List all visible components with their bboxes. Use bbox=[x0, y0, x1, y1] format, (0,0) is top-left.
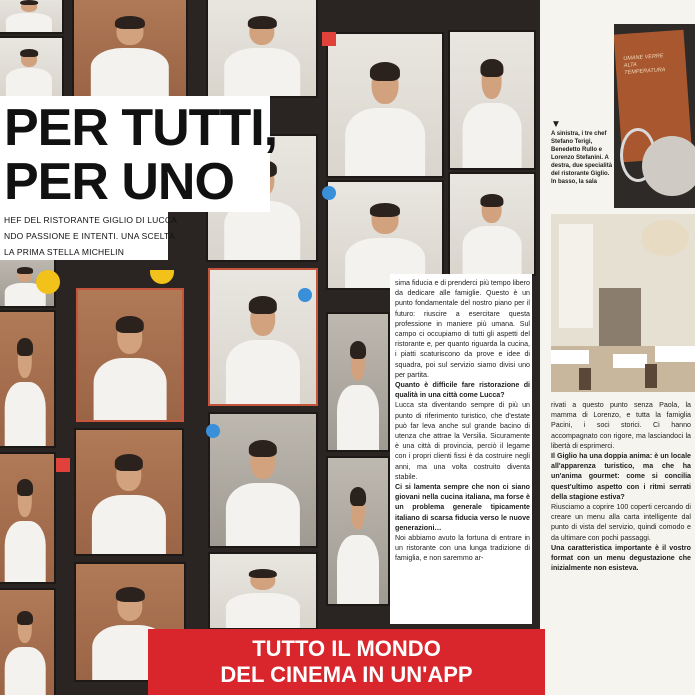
chef-photo bbox=[326, 312, 390, 452]
chef-photo bbox=[0, 588, 56, 695]
paragraph: sima fiducia e di prenderci più tempo libero da dedicare alle famiglie. Questo è un punto fondamentale del nostro piano per il futuro: riuscire a esercitare questa professione in maniere più umana. Sul campo ci occupiamo di tutti gli aspetti del ristorante e, per quanto riguarda la cucina, i piatti scaturiscono da prove e idee di squadra, poi sul servizio siamo divisi uno per partita. bbox=[395, 279, 530, 379]
dish-photo bbox=[614, 24, 695, 208]
question bbox=[551, 543, 691, 574]
question bbox=[395, 482, 530, 533]
chef-photo bbox=[72, 0, 188, 98]
caption-text: A sinistra, i tre chef Stefano Terigi, Benedetto Rullo e Lorenzo Stefanini. A destra, due specialità del ristorante Giglio. In basso, la sala bbox=[551, 131, 613, 185]
chef-photo bbox=[326, 32, 444, 178]
ad-line-1: TUTTO IL MONDO bbox=[252, 636, 441, 661]
chef-photo bbox=[208, 552, 318, 630]
chef-photo bbox=[326, 456, 390, 606]
photo-caption bbox=[551, 120, 615, 186]
plate bbox=[642, 136, 695, 196]
chef-photo bbox=[208, 412, 318, 548]
paragraph: Lucca sta diventando sempre di più un punto di riferimento turistico, che d'estate può far leva anche sul grande bacino di utenza che attrae la Versilia. Sicuramente è una città di provincia, perciò il legame con i propri clienti fissi è da costruire negli anni, ma una volta costruito diventa stabile. bbox=[395, 401, 530, 481]
chef-photo bbox=[0, 36, 64, 98]
chair bbox=[645, 364, 657, 388]
doorway bbox=[599, 288, 641, 346]
window bbox=[559, 224, 593, 328]
blue-sticker bbox=[298, 288, 312, 302]
yellow-sticker bbox=[36, 270, 60, 294]
chef-photo bbox=[76, 288, 184, 422]
table bbox=[613, 354, 647, 368]
blue-sticker bbox=[206, 424, 220, 438]
yellow-sticker bbox=[150, 270, 174, 284]
question-text: Quanto è difficile fare ristorazione di qualità in una città come Lucca? bbox=[395, 381, 530, 400]
paragraph: Noi abbiamo avuto la fortuna di entrare in un ristorante con una lunga tradizione di famiglia, e non saremmo ar- bbox=[395, 534, 530, 563]
chef-photo bbox=[448, 30, 536, 170]
table bbox=[655, 346, 695, 362]
question bbox=[395, 380, 530, 400]
question-text: Una caratteristica importante è il vostro format con un menu degustazione che inizialmente non esisteva. bbox=[551, 543, 691, 573]
chef-photo bbox=[74, 428, 184, 556]
question-text: Il Giglio ha una doppia anima: è un locale all'apparenza turistico, ma che ha un'anima gourmet: come si concilia quest'ultimo aspetto con i ritmi serrati della stagione estiva? bbox=[551, 452, 691, 501]
dish-label: UMANE VERRE ALTA TEMPERATURA bbox=[623, 53, 666, 76]
ad-line-2: DEL CINEMA IN UN'APP bbox=[220, 662, 473, 687]
paragraph: rivati a questo punto senza Paola, la mamma di Lorenzo, e tutta la famiglia Pacini, i soci storici. Ci hanno accompagnato con rigore, ma lasciandoci la libertà di esprimerci. bbox=[551, 401, 691, 450]
subheadline-block bbox=[0, 212, 178, 260]
subheadline-line-3: LA PRIMA STELLA MICHELIN bbox=[4, 247, 125, 257]
headline-line-2: PER UNO bbox=[4, 153, 234, 211]
caption-arrow-icon: ▼ bbox=[551, 119, 561, 130]
subheadline-line-2: NDO PASSIONE E INTENTI. UNA SCELTA bbox=[4, 231, 175, 241]
chef-photo bbox=[0, 0, 64, 34]
paragraph: Riusciamo a coprire 100 coperti cercando di creare un menu alla carta intelligente dal punto di vista del servizio, quindi comodo e da ultimare con pochi passaggi. bbox=[551, 503, 691, 542]
chandelier bbox=[641, 220, 689, 256]
dining-room-photo bbox=[551, 214, 695, 392]
chair bbox=[579, 368, 591, 390]
article-column-1 bbox=[390, 274, 532, 624]
red-tape bbox=[56, 458, 70, 472]
article-column-2 bbox=[551, 400, 691, 573]
chef-photo bbox=[448, 172, 536, 276]
headline-block bbox=[0, 96, 278, 212]
subheadline-line-1: HEF DEL RISTORANTE GIGLIO DI LUCCA bbox=[4, 215, 178, 225]
question bbox=[551, 451, 691, 502]
ad-banner[interactable] bbox=[148, 629, 545, 695]
chef-photo bbox=[206, 0, 318, 98]
red-tape bbox=[322, 32, 336, 46]
headline-line-1: PER TUTTI, bbox=[4, 99, 278, 157]
blue-sticker bbox=[322, 186, 336, 200]
question-text: Ci si lamenta sempre che non ci siano giovani nella cucina italiana, ma forse è un problema generale tipicamente italiano di scarsa fiducia verso le nuove generazioni… bbox=[395, 483, 530, 532]
chef-photo bbox=[0, 452, 56, 584]
table bbox=[551, 350, 589, 364]
chef-photo bbox=[0, 310, 56, 448]
